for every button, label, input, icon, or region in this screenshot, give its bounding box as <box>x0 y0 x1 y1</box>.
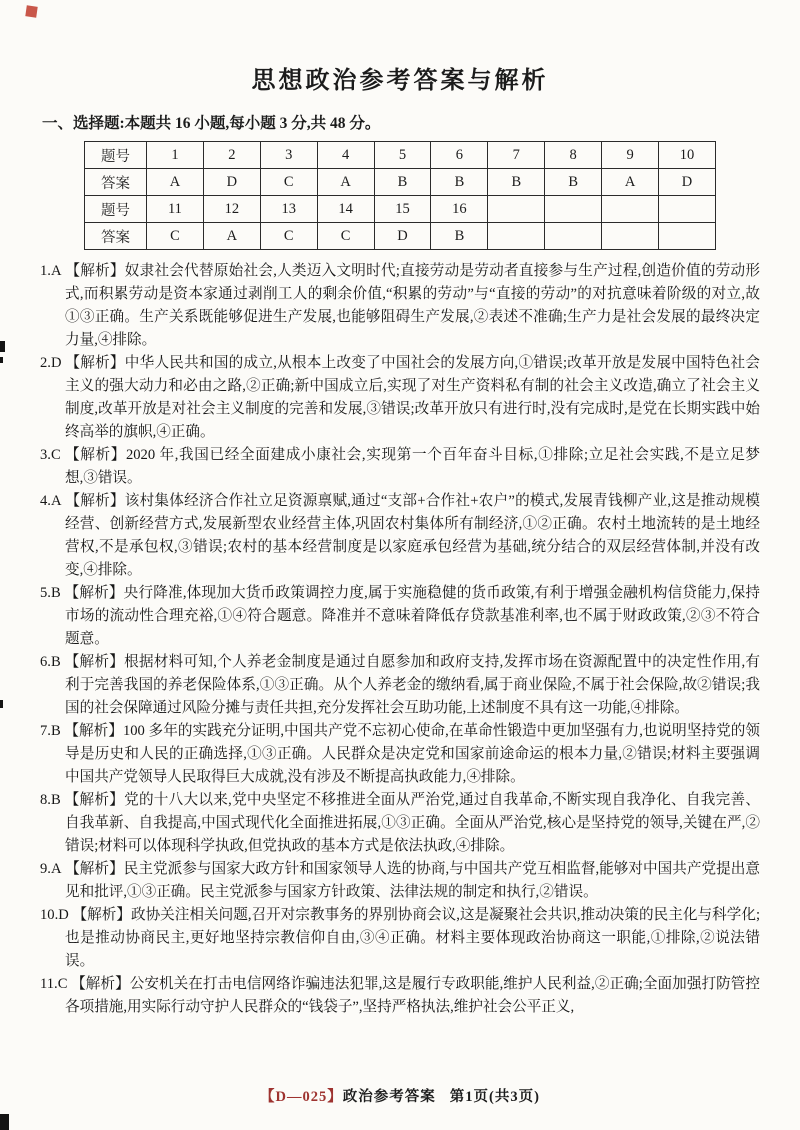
explanation-text: 【解析】100 多年的实践充分证明,中国共产党不忘初心使命,在革命性锻造中更加坚强有力,也说明坚持党的领导是历史和人民的正确选择,①③正确。人民群众是决定党和国家前途命运的根本力量,②错误;材料主要强调中国共产党领导人民取得巨大成就,没有涉及不断提高执政能力,④排除。 <box>60 723 760 785</box>
explanation-number: 1.A <box>40 263 62 279</box>
explanation-number: 3.C <box>40 447 61 463</box>
answer-cell: C <box>147 223 204 250</box>
explanation-number: 9.A <box>40 861 62 877</box>
explanation-text: 【解析】奴隶社会代替原始社会,人类迈入文明时代;直接劳动是劳动者直接参与生产过程,创造价值的劳动形式,而积累劳动是资本家通过剥削工人的剩余价值,“积累的劳动”与“直接的劳动”的对抗意味着阶级的对立,故①③正确。生产关系既能够促进生产发展,也能够阻碍生产发展,②表述不准确;生产力是社会发展的最终决定力量,④排除。 <box>61 263 760 348</box>
explanation-number: 4.A <box>40 493 62 509</box>
answer-cell: 7 <box>488 142 545 169</box>
answer-table-row <box>85 142 716 169</box>
answer-cell: 1 <box>147 142 204 169</box>
answer-cell: B <box>374 169 431 196</box>
explanations-list <box>40 260 760 1019</box>
explanation-item <box>40 973 760 1019</box>
answer-table-row <box>85 196 716 223</box>
explanation-item <box>40 858 760 904</box>
page-footer <box>0 1085 800 1106</box>
scan-artifact <box>0 341 5 352</box>
row-header-cell: 答案 <box>85 169 147 196</box>
answer-cell: A <box>147 169 204 196</box>
answer-cell: 2 <box>203 142 260 169</box>
answer-cell: A <box>317 169 374 196</box>
explanation-text: 【解析】央行降准,体现加大货币政策调控力度,属于实施稳健的货币政策,有利于增强金融机构信贷能力,保持市场的流动性合理充裕,①④符合题意。降准并不意味着降低存贷款基准利率,也不属于财政政策,②③不符合题意。 <box>60 585 760 647</box>
explanation-number: 5.B <box>40 585 61 601</box>
explanation-item <box>40 490 760 582</box>
answer-cell: 10 <box>659 142 716 169</box>
explanation-number: 11.C <box>40 976 68 992</box>
row-header-cell: 题号 <box>85 142 147 169</box>
explanation-item <box>40 720 760 789</box>
answer-cell: 13 <box>260 196 317 223</box>
answer-cell: 6 <box>431 142 488 169</box>
page-title: 思想政治参考答案与解析 <box>251 67 549 94</box>
answer-cell: C <box>317 223 374 250</box>
explanation-number: 8.B <box>40 792 61 808</box>
explanation-item <box>40 260 760 352</box>
scan-artifact <box>0 700 3 708</box>
answer-cell: 16 <box>431 196 488 223</box>
footer-page-number: 第1页(共3页) <box>449 1089 540 1105</box>
explanation-item <box>40 789 760 858</box>
answer-cell <box>602 223 659 250</box>
answer-cell: 11 <box>147 196 204 223</box>
explanation-text: 【解析】根据材料可知,个人养老金制度是通过自愿参加和政府支持,发挥市场在资源配置中的决定性作用,有利于完善我国的养老保险体系,①③正确。从个人养老金的缴纳看,属于商业保险,不属于社会保险,故②错误;我国的社会保障通过风险分摊与责任共担,充分发挥社会互助功能,上述制度不具有这一功能,④排除。 <box>60 654 760 716</box>
footer-label: 政治参考答案 <box>342 1089 436 1105</box>
answer-cell: 14 <box>317 196 374 223</box>
explanation-number: 2.D <box>40 355 62 371</box>
explanation-text: 【解析】公安机关在打击电信网络诈骗违法犯罪,这是履行专政职能,维护人民利益,②正确;全面加强打防管控各项措施,用实际行动守护人民群众的“钱袋子”,坚持严格执法,维护社会公平正义, <box>65 976 760 1015</box>
footer-exam-code: 【D—025】 <box>260 1089 343 1105</box>
explanation-item <box>40 444 760 490</box>
row-header-cell: 答案 <box>85 223 147 250</box>
row-header-cell: 题号 <box>85 196 147 223</box>
answer-cell: 15 <box>374 196 431 223</box>
answer-cell <box>545 196 602 223</box>
answer-cell: 9 <box>602 142 659 169</box>
answer-cell: 4 <box>317 142 374 169</box>
explanation-item <box>40 582 760 651</box>
answer-cell: 8 <box>545 142 602 169</box>
answer-cell: B <box>431 169 488 196</box>
answer-cell: C <box>260 223 317 250</box>
answer-cell: D <box>203 169 260 196</box>
answer-cell <box>659 223 716 250</box>
answer-cell: A <box>203 223 260 250</box>
answer-table <box>84 141 716 250</box>
answer-cell: B <box>431 223 488 250</box>
explanation-item <box>40 352 760 444</box>
scan-artifact <box>0 357 3 363</box>
explanation-number: 7.B <box>40 723 61 739</box>
scan-artifact <box>0 1114 9 1130</box>
answer-cell <box>659 196 716 223</box>
explanation-item <box>40 651 760 720</box>
explanation-text: 【解析】中华人民共和国的成立,从根本上改变了中国社会的发展方向,①错误;改革开放是发展中国特色社会主义的强大动力和必由之路,②正确;新中国成立后,实现了对生产资料私有制的社会主义改造,确立了社会主义制度,改革开放是对社会主义制度的完善和发展,③错误;改革开放只有进行时,没有完成时,是党在长期实践中始终高举的旗帜,④正确。 <box>61 355 760 440</box>
explanation-text: 【解析】民主党派参与国家大政方针和国家领导人选的协商,与中国共产党互相监督,能够对中国共产党提出意见和批评,①③正确。民主党派参与国家方针政策、法律法规的制定和执行,②错误。 <box>61 861 760 900</box>
answer-cell: C <box>260 169 317 196</box>
answer-cell: 12 <box>203 196 260 223</box>
answer-cell: B <box>545 169 602 196</box>
explanation-text: 【解析】该村集体经济合作社立足资源禀赋,通过“支部+合作社+农户”的模式,发展青钱柳产业,这是推动规模经营、创新经营方式,发展新型农业经营主体,巩固农村集体所有制经济,①②正确。农村土地流转的是土地经营权,不是承包权,③错误;农村的基本经营制度是以家庭承包经营为基础,统分结合的双层经营体制,并没有改变,④排除。 <box>61 493 760 578</box>
answer-cell: D <box>659 169 716 196</box>
answer-cell <box>488 223 545 250</box>
explanation-item <box>40 904 760 973</box>
answer-table-row <box>85 169 716 196</box>
answer-cell: B <box>488 169 545 196</box>
explanation-number: 10.D <box>40 907 69 923</box>
answer-cell: 3 <box>260 142 317 169</box>
answer-cell <box>488 196 545 223</box>
explanation-text: 【解析】政协关注相关问题,召开对宗教事务的界别协商会议,这是凝聚社会共识,推动决策的民主化与科学化;也是推动协商民主,更好地坚持宗教信仰自由,③④正确。材料主要体现政治协商这一职能,①排除,②说法错误。 <box>65 907 760 969</box>
answer-cell <box>545 223 602 250</box>
red-stamp-mark <box>25 5 37 17</box>
answer-cell: A <box>602 169 659 196</box>
explanation-text: 【解析】党的十八大以来,党中央坚定不移推进全面从严治党,通过自我革命,不断实现自我净化、自我完善、自我革新、自我提高,中国式现代化全面推进拓展,①③正确。全面从严治党,核心是坚持党的领导,关键在严,②错误;材料可以体现科学执政,但党执政的基本方式是依法执政,④排除。 <box>60 792 760 854</box>
explanation-number: 6.B <box>40 654 61 670</box>
answer-cell: D <box>374 223 431 250</box>
answer-cell <box>602 196 659 223</box>
explanation-text: 【解析】2020 年,我国已经全面建成小康社会,实现第一个百年奋斗目标,①排除;立足社会实践,不是立足梦想,③错误。 <box>60 447 760 486</box>
section-header: 一、选择题:本题共 16 小题,每小题 3 分,共 48 分。 <box>42 115 381 132</box>
answer-table-row <box>85 223 716 250</box>
answer-cell: 5 <box>374 142 431 169</box>
